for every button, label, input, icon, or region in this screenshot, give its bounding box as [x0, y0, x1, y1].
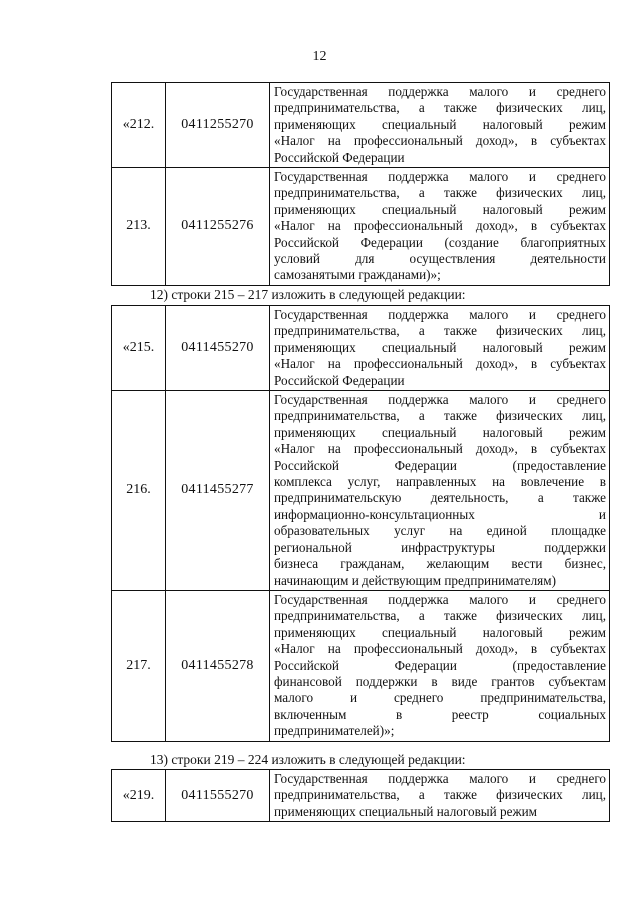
- row-number: «219.: [112, 770, 166, 822]
- desc-line: комплекса услуг, направленных на вовлечение в: [274, 474, 606, 490]
- desc-line: предпринимательства, а также физических лиц,: [274, 323, 606, 339]
- desc-line: Российской Федерации: [274, 149, 405, 165]
- table-row: [112, 306, 610, 391]
- desc-line: Российской Федерации (предоставление: [274, 457, 606, 473]
- desc-line: «Налог на профессиональный доход», в субъектах: [274, 133, 606, 149]
- desc-line: «Налог на профессиональный доход», в субъектах: [274, 641, 606, 657]
- desc-line: условий для осуществления деятельности: [274, 251, 606, 267]
- amendment-instruction: 13) строки 219 – 224 изложить в следующей редакции:: [150, 752, 466, 767]
- desc-line: предпринимательства, а также физических лиц,: [274, 185, 606, 201]
- desc-line: предпринимательскую деятельность, а также: [274, 490, 606, 506]
- desc-line: предпринимательства, а также физических лиц,: [274, 408, 606, 424]
- row-description: [270, 168, 610, 286]
- budget-code: 0411255270: [166, 83, 270, 168]
- table-row: [112, 590, 610, 741]
- desc-line: Российской Федерации (создание благоприятных: [274, 234, 606, 250]
- row-description: [270, 83, 610, 168]
- row-number: «215.: [112, 306, 166, 391]
- table-row: [112, 168, 610, 286]
- amendment-instruction: 12) строки 215 – 217 изложить в следующей редакции:: [150, 287, 466, 302]
- desc-line: применяющих специальный налоговый режим: [274, 803, 537, 819]
- desc-line: Государственная поддержка малого и среднего: [274, 307, 606, 322]
- desc-line: предпринимательства, а также физических лиц,: [274, 787, 606, 803]
- budget-table-3: [111, 769, 610, 822]
- desc-line: «Налог на профессиональный доход», в субъектах: [274, 441, 606, 457]
- desc-line: Государственная поддержка малого и среднего: [274, 392, 606, 408]
- budget-code: 0411555270: [166, 770, 270, 822]
- desc-line: начинающим и действующим предпринимателям): [274, 572, 556, 588]
- desc-line: информационно-консультационных и: [274, 506, 606, 522]
- desc-line: предпринимателей)»;: [274, 723, 395, 739]
- table-row: [112, 391, 610, 591]
- table-row: [112, 770, 610, 822]
- row-description: [270, 306, 610, 391]
- row-description: [270, 391, 610, 591]
- desc-line: Государственная поддержка малого и среднего: [274, 771, 606, 786]
- row-number: 217.: [112, 590, 166, 741]
- desc-line: Государственная поддержка малого и среднего: [274, 84, 606, 99]
- desc-line: региональной инфраструктуры поддержки: [274, 539, 606, 555]
- desc-line: образовательных услуг на единой площадке: [274, 523, 606, 539]
- row-number: 216.: [112, 391, 166, 591]
- desc-line: применяющих специальный налоговый режим: [274, 116, 606, 132]
- desc-line: финансовой поддержки в виде грантов субъектам: [274, 673, 606, 689]
- desc-line: включенным в реестр социальных: [274, 706, 606, 722]
- budget-code: 0411455277: [166, 391, 270, 591]
- desc-line: Российской Федерации (предоставление: [274, 657, 606, 673]
- budget-table-2: [111, 305, 610, 742]
- desc-line: самозанятыми гражданами)»;: [274, 267, 441, 283]
- table-row: [112, 83, 610, 168]
- row-description: [270, 590, 610, 741]
- budget-table-1: [111, 82, 610, 286]
- budget-code: 0411455270: [166, 306, 270, 391]
- desc-line: «Налог на профессиональный доход», в субъектах: [274, 218, 606, 234]
- page-number: 12: [312, 49, 327, 64]
- desc-line: Государственная поддержка малого и среднего: [274, 169, 606, 185]
- row-number: 213.: [112, 168, 166, 286]
- budget-code: 0411455278: [166, 590, 270, 741]
- row-number: «212.: [112, 83, 166, 168]
- row-description: [270, 770, 610, 822]
- desc-line: применяющих специальный налоговый режим: [274, 424, 606, 440]
- desc-line: Государственная поддержка малого и среднего: [274, 591, 606, 607]
- desc-line: применяющих специальный налоговый режим: [274, 339, 606, 355]
- desc-line: бизнеса гражданам, желающим вести бизнес,: [274, 556, 606, 572]
- budget-code: 0411255276: [166, 168, 270, 286]
- desc-line: применяющих специальный налоговый режим: [274, 201, 606, 217]
- desc-line: малого и среднего предпринимательства,: [274, 690, 606, 706]
- desc-line: предпринимательства, а также физических лиц,: [274, 608, 606, 624]
- desc-line: «Налог на профессиональный доход», в субъектах: [274, 356, 606, 372]
- desc-line: применяющих специальный налоговый режим: [274, 624, 606, 640]
- desc-line: Российской Федерации: [274, 372, 405, 388]
- desc-line: предпринимательства, а также физических лиц,: [274, 100, 606, 116]
